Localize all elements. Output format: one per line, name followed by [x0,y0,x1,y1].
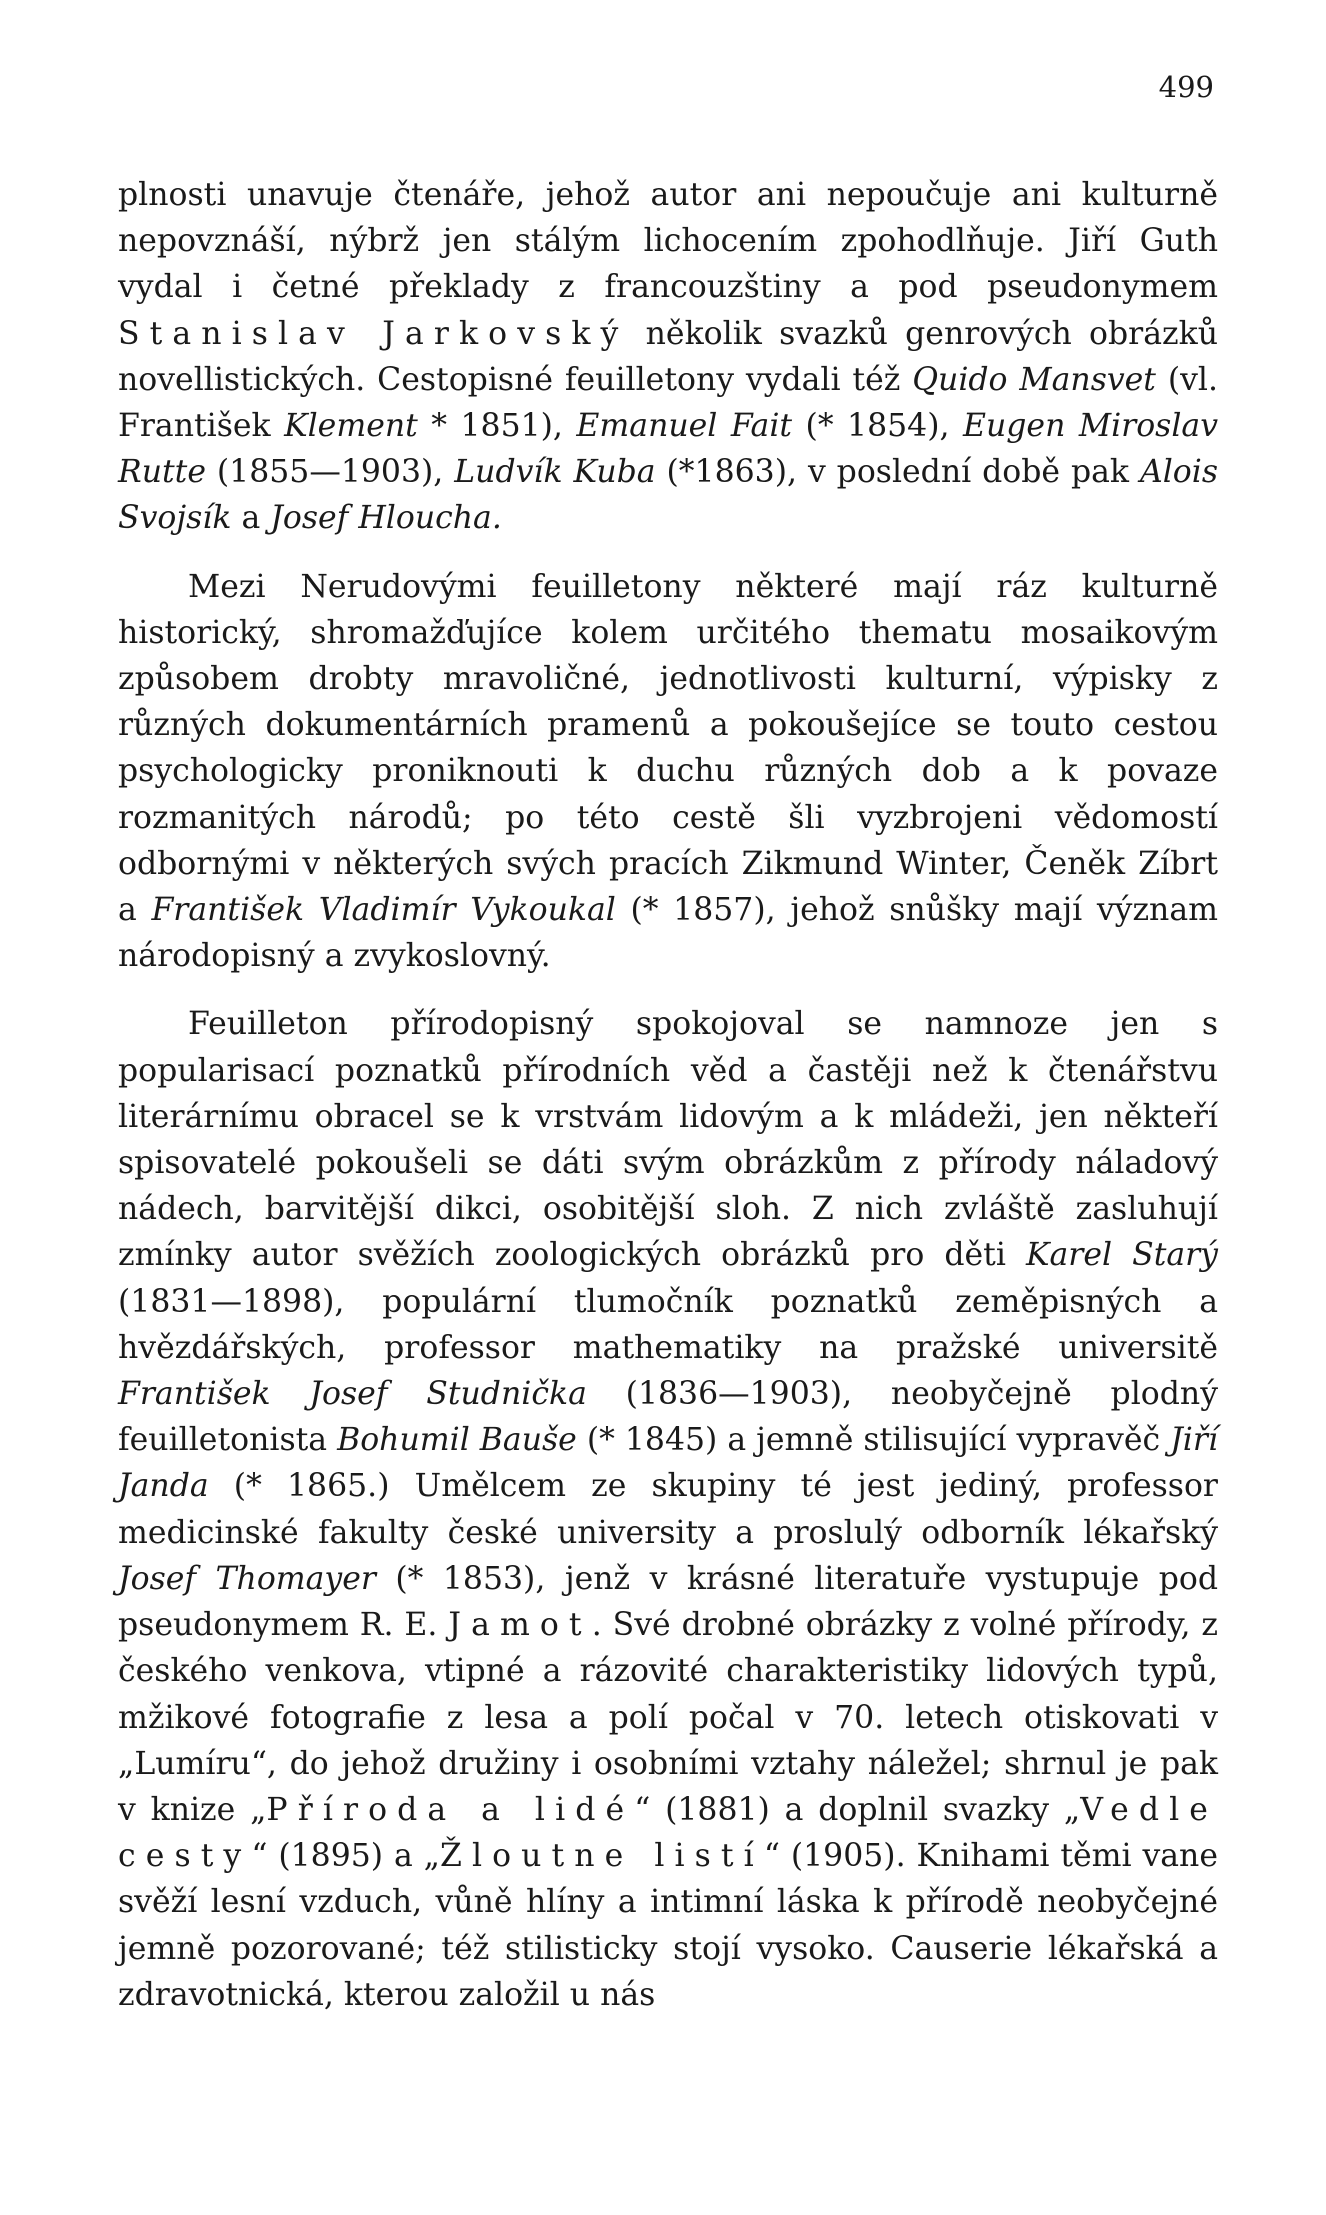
text-run: Mezi Nerudovými feuilletony některé mají ráz kulturně historický, shromažďujíce kolem určitého thematu mosaikovým způsobem drobty mravoličné, jednotlivosti kulturní, výpisky z různých dokumentárních pramenů a pokoušejíce se touto cestou psychologicky proniknouti k duchu různých dob a k povaze rozmanitých národů; po této cestě šli vyzbrojeni vědomostí odbornými v některých svých pracích Zikmund Winter, Čeněk Zíbrt a [118,568,1218,929]
spaced-text: Příroda a lidé [266,1791,635,1828]
page-number: 499 [1158,70,1214,104]
text-run: “ (1895) a „ [251,1838,440,1875]
italic-name: Alois Svojsík [118,454,1218,537]
text-run: (1836—1903), neobyčejně plodný feuilletonista [118,1376,1218,1459]
text-run: “ (1905). Knihami těmi vane svěží lesní vzduch, vůně hlíny a intimní láska k přírodě neobyčejné jemně pozorované; též stilisticky stojí vysoko. Causerie lékařská a zdravotnická, kterou založil u nás [118,1838,1218,2013]
italic-name: František Josef Studnička [118,1376,587,1413]
spaced-text: Žloutne listí [440,1838,764,1875]
text-run: Feuilleton přírodopisný spokojoval se namnoze jen s popularisací poznatků přírodních věd a častěji než k čtenářstvu literárnímu obracel se k vrstvám lidovým a k mládeži, jen někteří spisovatelé pokoušeli se dáti svým obrázkům z přírody náladový nádech, barvitější dikci, osobitější sloh. Z nich zvláště zasluhují zmínky autor svěžích zoologických obrázků pro děti [118,1006,1218,1274]
text-run: (* 1865.) Umělcem ze skupiny té jest jediný, professor medicinské fakulty české university a proslulý odborník lékařský [118,1468,1218,1551]
spaced-text: Vedle cesty [118,1791,1218,1875]
spaced-text: Jamot [448,1607,592,1644]
text-run: * 1851), [417,408,577,445]
italic-name: František Vladimír Vykoukal [151,892,616,929]
page-body-text [118,172,1218,2040]
text-run: (*1863), v poslední době pak [655,454,1140,491]
italic-name: Jiří Janda [118,1422,1218,1505]
text-run: plnosti unavuje čtenáře, jehož autor ani nepoučuje ani kulturně nepovznáší, nýbrž jen stálým lichocením zpohodlňuje. Jiří Guth vydal i četné překlady z francouzštiny a pod pseudonymem [118,177,1218,306]
text-run: . Své drobné obrázky z volné přírody, z českého venkova, vtipné a rázovité charakteristiky lidových typů, mžikové fotografie z lesa a polí počal v 70. letech otiskovati v „Lumíru“, do jehož družiny i osobními vztahy náležel; shrnul je pak v knize „ [118,1607,1218,1828]
paragraph [118,1001,1218,2017]
text-run: (* 1845) a jemně stilisující vypravěč [576,1422,1171,1459]
italic-name: Josef Thomayer [118,1560,376,1597]
text-run: několik svazků genrových obrázků novellistických. Cestopisné feuilletony vydali též [118,315,1218,398]
italic-name: Karel Starý [1025,1237,1218,1274]
text-run: “ (1881) a doplnil svazky „ [634,1791,1081,1828]
text-run: (* 1854), [792,408,963,445]
text-run: (* 1853), jenž v krásné literatuře vystupuje pod pseudonymem R. E. [118,1560,1218,1644]
italic-name: Quido Mansvet [912,361,1156,398]
text-run: a [231,500,271,537]
italic-name: Klement [284,408,418,445]
italic-name: Josef Hloucha. [270,500,502,537]
text-run: (1831—1898), populární tlumočník poznatků zeměpisných a hvězdářských, professor mathematiky na pražské universitě [118,1283,1218,1366]
paragraph [118,172,1218,542]
text-run: (* 1857), jehož snůšky mají význam národopisný a zvykoslovný. [118,892,1218,975]
text-run: (vl. František [118,361,1219,445]
text-run: (1855—1903), [205,454,455,491]
italic-name: Eugen Miroslav Rutte [118,408,1218,491]
italic-name: Ludvík Kuba [454,454,656,491]
paragraph [118,564,1218,980]
italic-name: Bohumil Bauše [337,1422,577,1459]
spaced-text: Stanislav Jarkovský [118,315,629,352]
italic-name: Emanuel Fait [576,408,793,445]
